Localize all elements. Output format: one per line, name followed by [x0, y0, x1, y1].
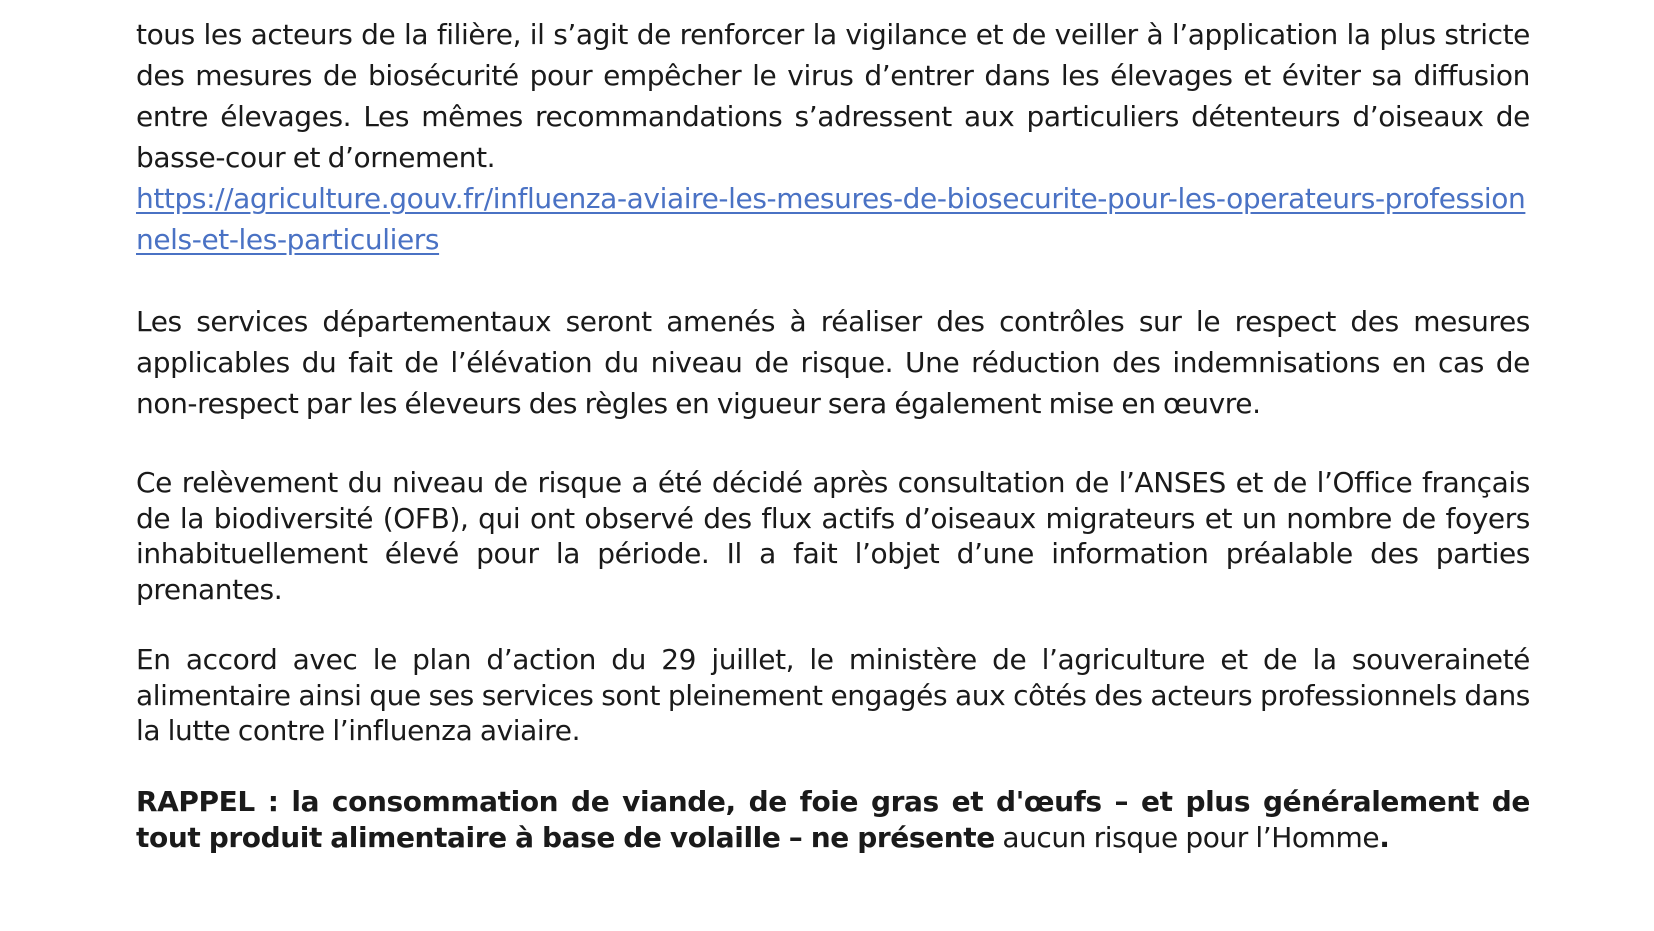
reminder-bold-text: RAPPEL : la consommation de viande, de foie gras et d'œufs – et plus généralement de tout produit alimentaire à base de volaille – ne présente [136, 784, 1530, 854]
paragraph-risk-level: Ce relèvement du niveau de risque a été décidé après consultation de l’ANSES et de l’Office français de la biodiversité (OFB), qui ont observé des flux actifs d’oiseaux migrateurs et un nombre de foyers inhabituellement élevé pour la période. Il a fait l’objet d’une information préalable des parties prenantes. [136, 466, 1530, 606]
reminder-regular-text: aucun risque pour l’Homme [994, 820, 1380, 854]
paragraph-action-plan: En accord avec le plan d’action du 29 juillet, le ministère de l’agriculture et de la souveraineté alimentaire ainsi que ses services sont pleinement engagés aux côtés des acteurs professionnels dans la lutte contre l’influenza aviaire. [136, 643, 1530, 747]
document-page [136, 14, 1530, 856]
biosecurity-link[interactable]: https://agriculture.gouv.fr/influenza-aviaire-les-mesures-de-biosecurite-pour-les-operateurs-professionnels-et-les-particuliers [136, 182, 1526, 256]
reminder-period: . [1379, 820, 1390, 854]
paragraph-biosecurity [136, 14, 1530, 260]
reminder-paragraph [136, 784, 1530, 856]
paragraph-controls: Les services départementaux seront amenés à réaliser des contrôles sur le respect des mesures applicables du fait de l’élévation du niveau de risque. Une réduction des indemnisations en cas de non-respect par les éleveurs des règles en vigueur sera également mise en œuvre. [136, 305, 1530, 420]
paragraph-biosecurity-text: tous les acteurs de la filière, il s’agit de renforcer la vigilance et de veiller à l’application la plus stricte des mesures de biosécurité pour empêcher le virus d’entrer dans les élevages et éviter sa diffusion entre élevages. Les mêmes recommandations s’adressent aux particuliers détenteurs d’oiseaux de basse-cour et d’ornement. [136, 18, 1530, 174]
